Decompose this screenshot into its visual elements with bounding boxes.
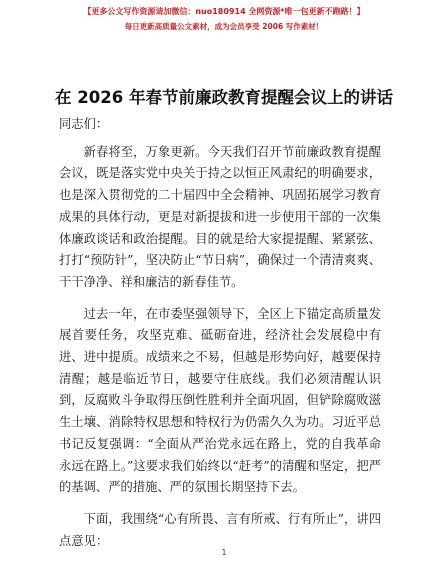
promo-banner-line-1: 【更多公文写作资源请加微信：nuo180914 全网资源*唯一包更新不跑路！】 [83, 7, 365, 16]
document-body [59, 114, 381, 552]
promo-banner [0, 4, 448, 34]
document-title: 在 2026 年春节前廉政教育提醒会议上的讲话 [55, 88, 393, 107]
paragraph-3: 下面，我围绕“心有所畏、言有所戒、行有所止”，讲四点意见： [59, 511, 381, 548]
page-number: 1 [221, 548, 227, 557]
paragraph-2: 过去一年，在市委坚强领导下，全区上下锚定高质量发展首要任务，攻坚克难、砥砺奋进，经济社会发展稳中有进、进中提质。成绩来之不易，但越是形势向好，越要保持清醒；越是临近节日，越要守住底线。我们必须清醒认识到，反腐败斗争取得压倒性胜利并全面巩固，但铲除腐败滋生土壤、消除特权思想和特权行为仍需久久为功。习近平总书记反复强调：“全面从严治党永远在路上，党的自我革命永远在路上。”这要求我们始终以“赶考”的清醒和坚定，把严的基调、严的措施、严的氛围长期坚持下去。 [59, 306, 381, 495]
salutation: 同志们： [59, 117, 109, 131]
paragraph-1: 新春将至，万象更新。今天我们召开节前廉政教育提醒会议，既是落实党中央关于持之以恒正风肃纪的明确要求，也是深入贯彻党的二十届四中全会精神、巩固拓展学习教育成果的具体行动，更是对新提拔和进一步使用干部的一次集体廉政谈话和政治提醒。目的就是给大家提提醒、紧紧弦、打打“预防针”，坚决防止“节日病”，确保过一个清清爽爽、干干净净、祥和廉洁的新春佳节。 [59, 144, 381, 289]
promo-banner-line-2: 每日更新高质量公文素材，成为会员享受 2006 写作素材！ [124, 22, 324, 31]
